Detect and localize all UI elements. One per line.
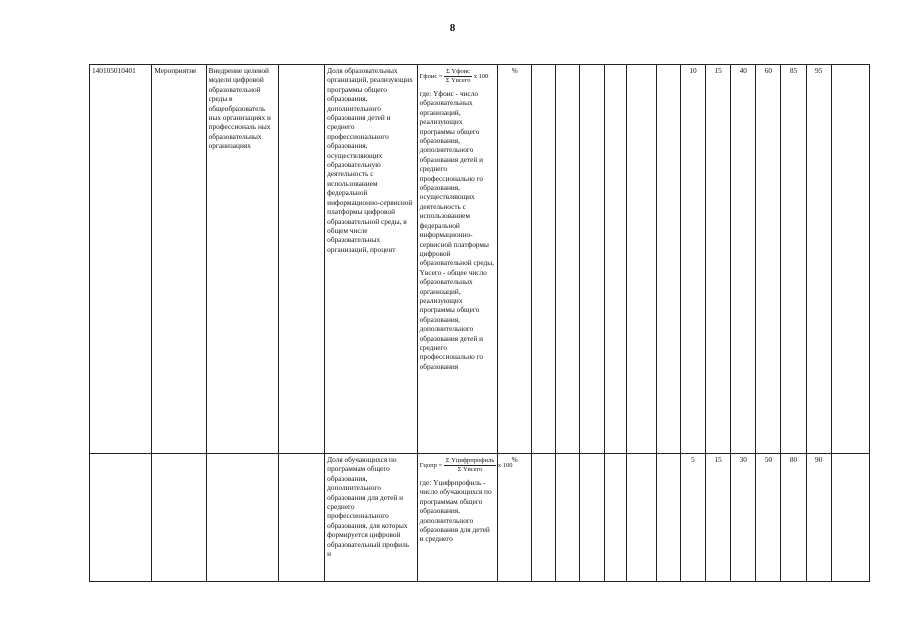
- formula: Гфоис = $\frac{\text{Σ Yфоис}}{\text{Σ Yвсего}}$ х 100: [419, 68, 489, 84]
- value-cell: 80: [781, 454, 806, 582]
- value-cell: 10: [680, 65, 705, 454]
- method-text: где: Yцифрпрофиль - число обучающихся по программам общего образования, дополнительного образования для детей и среднего: [419, 478, 492, 544]
- formula: Гцопр = $\frac{\text{Σ Yцифрпрофиль}}{\text{Σ Yвсего}}$ х 100: [419, 457, 513, 473]
- row-code: [90, 454, 152, 582]
- row-type: [152, 454, 206, 582]
- table-row: [90, 65, 870, 454]
- method-cell: [417, 454, 513, 582]
- unit-cell: %: [498, 65, 532, 454]
- page-number: 8: [449, 22, 456, 34]
- value-cell: 5: [680, 454, 705, 582]
- indicator-text: Доля обучающихся по программам общего образования, дополнительного образования для детей и среднего профессионального образования, для которых формируется цифровой образовательный профиль и: [325, 454, 417, 582]
- value-cell: 85: [781, 65, 806, 454]
- method-cell: [417, 65, 497, 454]
- row-name: Внедрение целевой модели цифровой образовательной среды в общеобразователь ных организациях и профессиональ ных образовательных организациях: [206, 65, 278, 454]
- value-cell: 15: [706, 65, 731, 454]
- row-code: 140105010401: [90, 65, 152, 454]
- indicators-table: [89, 64, 870, 582]
- unit-cell: %: [498, 454, 532, 582]
- value-cell: 90: [806, 454, 831, 582]
- value-cell: 95: [806, 65, 831, 454]
- method-text: где: Yфоис - число образовательных организаций, реализующих программы общего образования, дополнительного образования детей и среднего профессионально го образования, осуществляющих деятельность с использованием федеральной информационно-сервисной платформы цифровой образовательной среды, Yвсего - общее число образовательных организаций, реализующих программы общего образования, дополнительного образования детей и среднего профессионально го образования: [419, 89, 494, 371]
- value-cell: 15: [706, 454, 731, 582]
- value-cell: 30: [731, 454, 756, 582]
- value-cell: 50: [756, 454, 781, 582]
- indicator-text: Доля образовательных организаций, реализующих программы общего образования, дополнительного образования детей и среднего профессионального образования, осуществляющих образовательную деятельность с использованием федеральной информационно-сервисной платформы цифровой образовательной среды, в общем числе образовательных организаций, процент: [325, 65, 417, 454]
- row-name: [206, 454, 278, 582]
- value-cell: 60: [756, 65, 781, 454]
- table-row: [90, 454, 870, 582]
- value-cell: 40: [731, 65, 756, 454]
- row-type: Мероприятие: [152, 65, 206, 454]
